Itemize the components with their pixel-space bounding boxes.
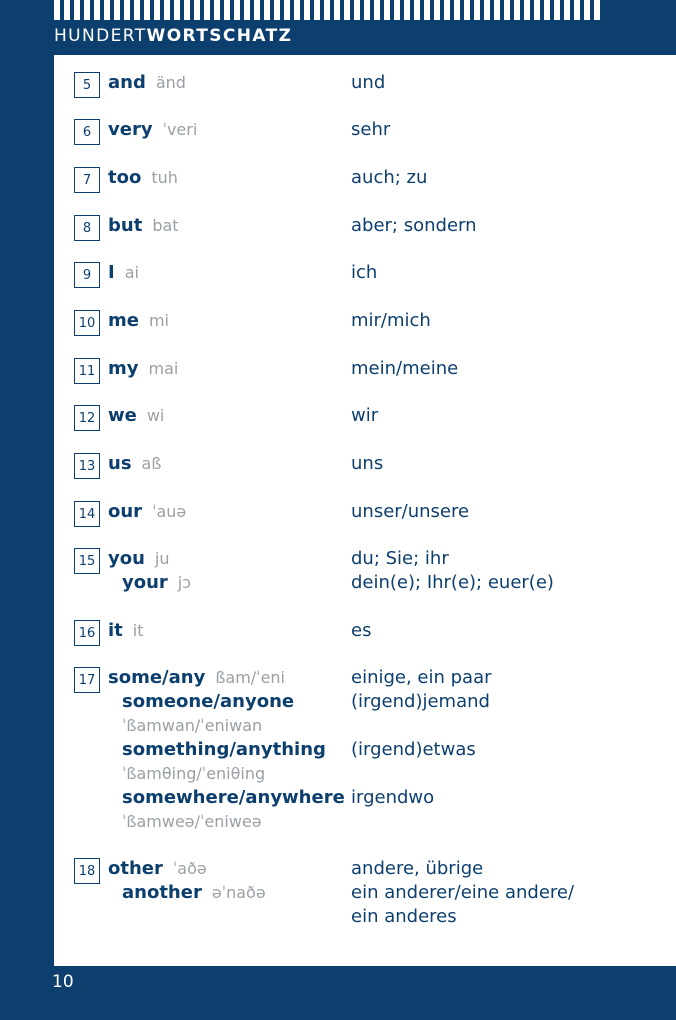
headword-line <box>122 810 262 834</box>
entry-number-box: 12 <box>74 405 100 431</box>
pronunciation: ˈaðə <box>172 859 207 878</box>
pronunciation: mi <box>148 311 169 330</box>
headword-line <box>108 309 169 333</box>
headword: you <box>108 548 145 569</box>
translation: sehr <box>351 119 391 140</box>
header-stripes <box>54 0 602 20</box>
entry-number-box: 7 <box>74 167 100 193</box>
pronunciation: ˈauə <box>152 502 187 521</box>
entry-number-box: 15 <box>74 548 100 574</box>
translation: unser/unsere <box>351 501 470 522</box>
pronunciation: əˈnaðə <box>211 883 266 902</box>
headword-line <box>108 857 207 881</box>
headword: but <box>108 215 143 236</box>
headword: your <box>122 572 168 593</box>
headword: some/any <box>108 667 206 688</box>
pronunciation: ˈßamweə/ˈeniweə <box>122 812 262 831</box>
headword-line <box>122 571 191 595</box>
pronunciation: ˈßamwan/ˈeniwan <box>122 716 263 735</box>
headword-line <box>108 452 161 476</box>
entry-number-box: 11 <box>74 358 100 384</box>
headword-line <box>108 404 164 428</box>
translation: mein/meine <box>351 358 459 379</box>
entry-number-box: 18 <box>74 858 100 884</box>
entry-number-box: 8 <box>74 215 100 241</box>
pronunciation: änd <box>155 73 186 92</box>
translation: irgendwo <box>351 787 435 808</box>
headword: something/anything <box>122 739 326 760</box>
translation: und <box>351 72 386 93</box>
headword-line <box>108 357 178 381</box>
headword: too <box>108 167 142 188</box>
entry-number-box: 9 <box>74 262 100 288</box>
entry-number-box: 17 <box>74 667 100 693</box>
headword: my <box>108 358 139 379</box>
headword: me <box>108 310 139 331</box>
pronunciation: jɔ <box>177 573 192 592</box>
entry-number-box: 5 <box>74 72 100 98</box>
headword-line <box>108 619 144 643</box>
headword-line <box>122 690 294 714</box>
headword-line <box>108 547 170 571</box>
headword: another <box>122 882 202 903</box>
entry-number-box: 14 <box>74 501 100 527</box>
translation: ein anderer/eine andere/ <box>351 882 575 903</box>
translation: einige, ein paar <box>351 667 492 688</box>
pronunciation: aß <box>141 454 162 473</box>
headword: us <box>108 453 132 474</box>
pronunciation: ˈßamθing/ˈeniθing <box>122 764 266 783</box>
headword-line <box>108 214 179 238</box>
entry-number-box: 10 <box>74 310 100 336</box>
headword-line <box>108 261 139 285</box>
header-title-part1: HUNDERT <box>54 26 147 46</box>
pronunciation: ju <box>154 549 170 568</box>
translation: aber; sondern <box>351 215 477 236</box>
translation: mir/mich <box>351 310 431 331</box>
headword-line <box>122 786 345 810</box>
headword-line <box>122 762 265 786</box>
translation: (irgend)etwas <box>351 739 476 760</box>
pronunciation: ˈveri <box>162 120 198 139</box>
translation: (irgend)jemand <box>351 691 490 712</box>
translation: ein anderes <box>351 906 457 927</box>
translation: dein(e); Ihr(e); euer(e) <box>351 572 554 593</box>
header-title-part2: WORTSCHATZ <box>146 26 293 46</box>
headword-line <box>122 738 326 762</box>
headword: it <box>108 620 123 641</box>
headword-line <box>108 118 197 142</box>
vocabulary-list <box>54 55 676 966</box>
headword: other <box>108 858 163 879</box>
translation: uns <box>351 453 384 474</box>
headword-line <box>108 166 178 190</box>
entry-number-box: 13 <box>74 453 100 479</box>
headword: our <box>108 501 143 522</box>
translation: du; Sie; ihr <box>351 548 449 569</box>
pronunciation: wi <box>146 406 165 425</box>
headword-line <box>122 881 266 905</box>
headword: and <box>108 72 146 93</box>
pronunciation: ßam/ˈeni <box>215 668 285 687</box>
headword: very <box>108 119 153 140</box>
entry-number-box: 6 <box>74 119 100 145</box>
pronunciation: mai <box>148 359 179 378</box>
translation: auch; zu <box>351 167 428 188</box>
pronunciation: ai <box>124 263 139 282</box>
headword-line <box>108 500 186 524</box>
headword-line <box>108 666 285 690</box>
headword: we <box>108 405 137 426</box>
pronunciation: it <box>132 621 144 640</box>
translation: es <box>351 620 372 641</box>
headword: somewhere/anywhere <box>122 787 345 808</box>
headword-line <box>108 71 186 95</box>
translation: andere, übrige <box>351 858 484 879</box>
headword-line <box>122 714 262 738</box>
headword: I <box>108 262 115 283</box>
entry-number-box: 16 <box>74 620 100 646</box>
page-number: 10 <box>52 972 74 992</box>
translation: ich <box>351 262 378 283</box>
page-header <box>54 26 292 46</box>
headword: someone/anyone <box>122 691 295 712</box>
pronunciation: bat <box>152 216 179 235</box>
translation: wir <box>351 405 379 426</box>
pronunciation: tuh <box>151 168 178 187</box>
